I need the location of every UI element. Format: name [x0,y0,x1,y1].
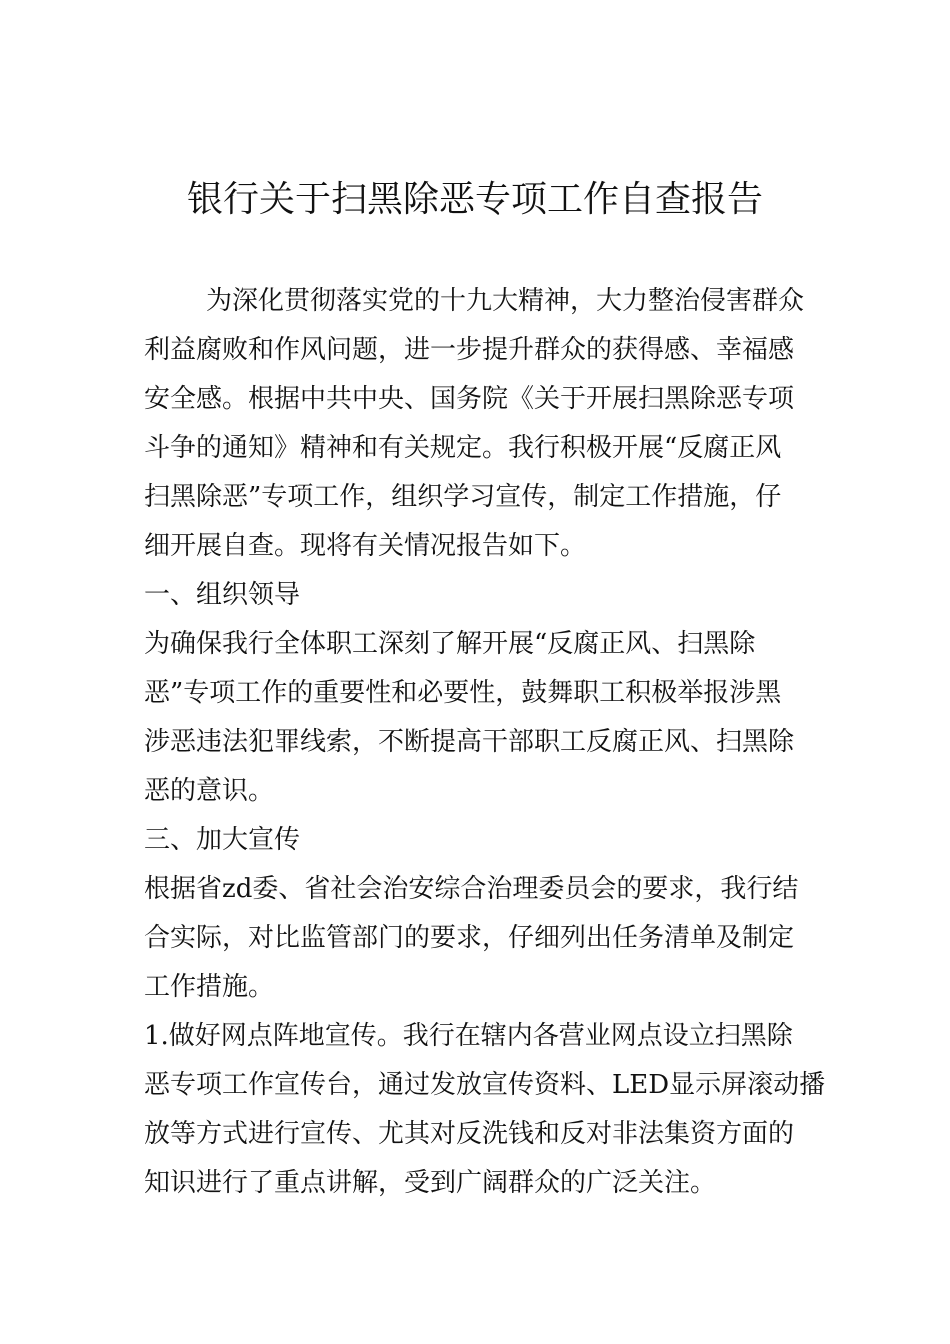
document-body [144,277,826,1208]
paragraph-line: 工作措施。 [144,972,275,1002]
paragraph-line: 扫黑除恶”专项工作，组织学习宣传，制定工作措施，仔 [144,482,782,512]
section-heading: 三、加大宣传 [144,825,301,855]
paragraph-line: 恶”专项工作的重要性和必要性，鼓舞职工积极举报涉黑 [144,678,782,708]
paragraph-line: 根据省zd委、省社会治安综合治理委员会的要求，我行结 [144,874,799,904]
paragraph-line: 知识进行了重点讲解，受到广阔群众的广泛关注。 [144,1168,717,1198]
paragraph-line: 恶专项工作宣传台，通过发放宣传资料、LED显示屏滚动播 [144,1070,826,1100]
paragraph-line: 恶的意识。 [144,776,275,806]
paragraph-line: 1.做好网点阵地宣传。我行在辖内各营业网点设立扫黑除 [144,1021,793,1051]
paragraph-line: 为确保我行全体职工深刻了解开展“反腐正风、扫黑除 [144,629,756,659]
section-heading: 一、组织领导 [144,580,301,610]
paragraph-line: 利益腐败和作风问题，进一步提升群众的获得感、幸福感 [144,335,795,365]
document-title: 银行关于扫黑除恶专项工作自查报告 [186,179,763,220]
paragraph-line: 放等方式进行宣传、尤其对反洗钱和反对非法集资方面的 [144,1119,795,1149]
paragraph-line: 细开展自查。现将有关情况报告如下。 [144,531,587,561]
paragraph-line: 合实际，对比监管部门的要求，仔细列出任务清单及制定 [144,923,795,953]
paragraph-line: 涉恶违法犯罪线索，不断提高干部职工反腐正风、扫黑除 [144,727,795,757]
paragraph-line: 为深化贯彻落实党的十九大精神，大力整治侵害群众 [206,286,805,316]
paragraph-line: 安全感。根据中共中央、国务院《关于开展扫黑除恶专项 [144,384,795,414]
paragraph-line: 斗争的通知》精神和有关规定。我行积极开展“反腐正风 [144,433,782,463]
